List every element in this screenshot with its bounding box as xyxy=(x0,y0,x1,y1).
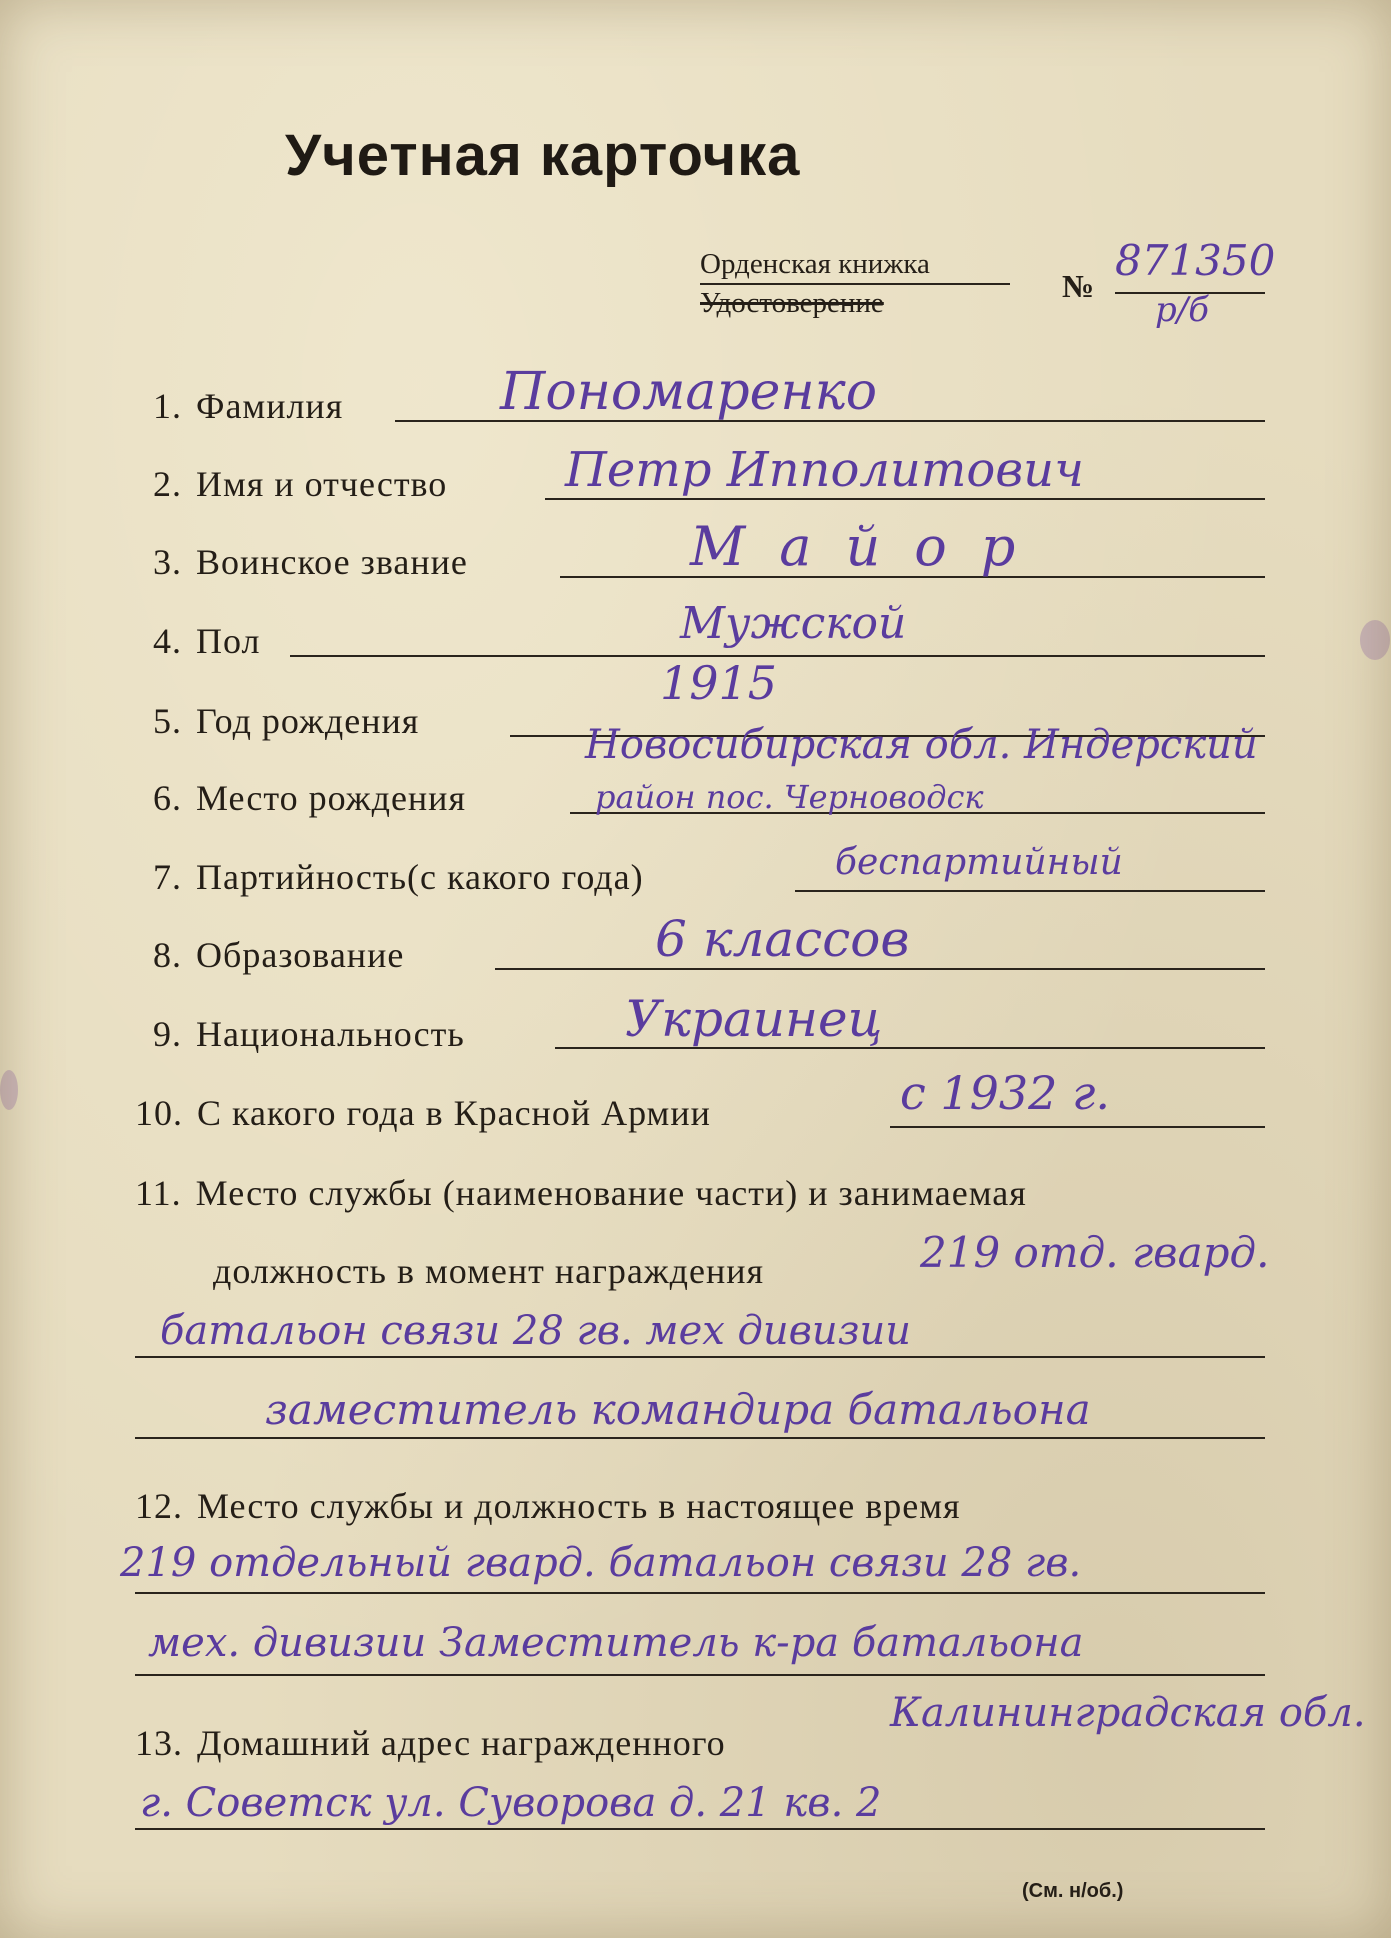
field-label-sex: 4. Пол xyxy=(153,621,261,661)
field-label-surname: 1. Фамилия xyxy=(153,386,344,426)
field-value-service-place-3: заместитель командира батальона xyxy=(265,1385,1091,1434)
field-value-birth-place-2: район пос. Черноводск xyxy=(595,778,984,816)
document-type xyxy=(700,248,1010,320)
field-label-current-service: 12. Место службы и должность в настоящее время xyxy=(135,1486,961,1526)
field-value-service-place-2: батальон связи 28 гв. мех дивизии xyxy=(160,1308,912,1354)
field-value-sex: Мужской xyxy=(680,598,907,649)
order-book-series: р/б xyxy=(1155,290,1209,330)
doc-type-primary: Орденская книжка xyxy=(700,248,1010,285)
field-line-service-place-1 xyxy=(135,1356,1265,1358)
field-line-sex xyxy=(290,655,1265,657)
field-label-service-place-2: должность в момент награждения xyxy=(213,1251,765,1291)
field-value-birth-year: 1915 xyxy=(660,656,778,710)
field-label-nationality: 9. Национальность xyxy=(153,1014,465,1054)
footer-note: (См. н/об.) xyxy=(1022,1880,1124,1902)
field-label-birth-place: 6. Место рождения xyxy=(153,778,467,818)
field-label-name: 2. Имя и отчество xyxy=(153,464,448,504)
field-value-nationality: Украинец xyxy=(625,990,883,1048)
field-value-current-service-1: 219 отдельный гвард. батальон связи 28 гв. xyxy=(120,1540,1082,1586)
field-line-party xyxy=(795,890,1265,892)
field-value-service-place-1: 219 отд. гвард. xyxy=(920,1228,1270,1277)
field-label-rank: 3. Воинское звание xyxy=(153,542,468,582)
number-sign: № xyxy=(1062,268,1095,304)
ink-stain xyxy=(0,1070,18,1110)
field-line-service-place-2 xyxy=(135,1437,1265,1439)
field-value-name: Петр Ипполитович xyxy=(565,442,1084,498)
field-value-army-year: с 1932 г. xyxy=(900,1066,1110,1120)
field-value-education: 6 классов xyxy=(655,910,910,968)
field-value-rank: Майор xyxy=(690,515,1050,578)
field-value-home-address-2: г. Советск ул. Суворова д. 21 кв. 2 xyxy=(140,1780,882,1826)
field-value-party: беспартийный xyxy=(835,842,1123,883)
field-value-birth-place-1: Новосибирская обл. Индерский xyxy=(585,722,1258,768)
field-line-current-service-2 xyxy=(135,1674,1265,1676)
field-line-army-year xyxy=(890,1126,1265,1128)
field-line-education xyxy=(495,968,1265,970)
field-value-current-service-2: мех. дивизии Заместитель к-ра батальона xyxy=(148,1620,1084,1666)
ink-stain xyxy=(1360,620,1390,660)
field-value-home-address-1: Калининградская обл. xyxy=(890,1690,1366,1736)
field-label-birth-year: 5. Год рождения xyxy=(153,701,420,741)
field-line-name xyxy=(545,498,1265,500)
field-label-party: 7. Партийность(с какого года) xyxy=(153,857,644,897)
order-book-number: 871350 xyxy=(1115,236,1276,285)
field-label-army-year: 10. С какого года в Красной Армии xyxy=(135,1093,711,1133)
field-line-home-address xyxy=(135,1828,1265,1830)
doc-type-struck: Удостоверение xyxy=(700,287,884,319)
field-label-home-address: 13. Домашний адрес награжденного xyxy=(135,1723,726,1763)
card-title: Учетная карточка xyxy=(285,123,801,188)
field-label-education: 8. Образование xyxy=(153,935,405,975)
field-line-current-service-1 xyxy=(135,1592,1265,1594)
field-label-service-place: 11. Место службы (наименование части) и занимаемая xyxy=(135,1173,1027,1213)
field-value-surname: Пономаренко xyxy=(500,362,877,422)
